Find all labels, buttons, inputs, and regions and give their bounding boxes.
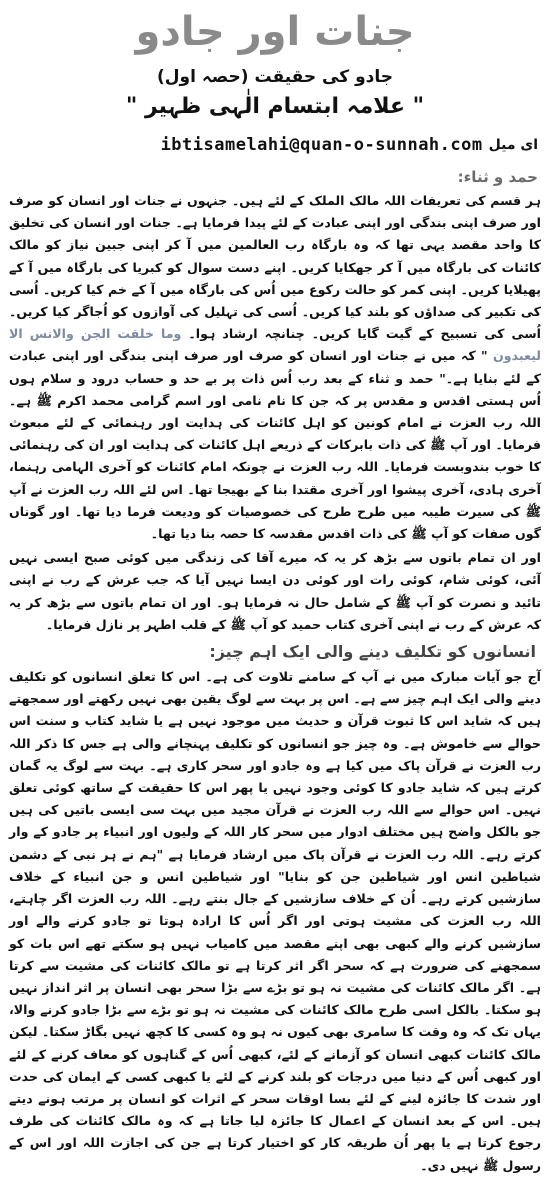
article-page bbox=[0, 6, 550, 1173]
article-subtitle: جادو کی حقیقت (حصہ اول) bbox=[157, 67, 393, 87]
paragraph-magic: آج جو آیات مبارک میں نے آپ کے سامنے تلاوت کی ہے۔ اس کا تعلق انسانوں کو تکلیف دینے والی ایک اہم چیز سے ہے۔ اس پر بہت سے لوگ یقین بھی نہیں رکھتے اور سمجھتے ہیں کہ شاید اس کا ثبوت قرآن و حدیث میں موجود نہیں ہے یا شاید کتاب و سنت اس حوالے سے خاموش ہے۔ وہ چیز جو انسانوں کو تکلیف پہنچانے والی ہے جس کا ذکر اللہ رب العزت نے قرآن پاک میں کیا ہے وہ جادو اور سحر کاری ہے۔ بہت سے لوگ یہ گمان کرتے ہیں کہ شاید جادو کا کوئی وجود نہیں یا پھر اس کا حقیقت کے ساتھ کوئی تعلق نہیں۔ اس حوالے سے اللہ رب العزت نے قرآن مجید میں بہت سی ایسی باتیں کی ہیں جو بالکل واضح ہیں مختلف ادوار میں سحر کار اللہ کے ولیوں اور انبیاء پر جادو کے وار کرتے رہے۔ اللہ رب العزت نے قرآن پاک میں ارشاد فرمایا ہے "ہم نے ہر نبی کے دشمن شیاطین انس اور شیاطین جن کو بنایا" اور شیاطین انس و جن انبیاء کے خلاف سازشیں کرتے رہے۔ اُن کے خلاف سازشیں کے جال بنتے رہے۔ اللہ رب العزت اگر چاہتے، اللہ رب العزت کی مشیت ہوتی اور اگر اُس کا ارادہ ہوتا تو جادو کرنے والے اور سازشیں کرنے والے کبھی بھی اپنے مقصد میں کامیاب نہیں ہو سکتے تھے اس بات کو سمجھنے کی ضرورت ہے کہ سحر اگر اثر کرتا ہے تو مالک کائنات کی مشیت سے کرتا ہے۔ اگر مالک کائنات کی مشیت نہ ہو تو بڑے سے بڑا سحر بھی انسان پر اثر انداز نہیں ہو سکتا۔ بالکل اسی طرح مالک کائنات کی مشیت نہ ہو تو بڑے سے بڑا جادو کرنے والا، یہاں تک کہ وہ وقت کا سامری بھی کیوں نہ ہو وہ کسی کا کچھ نہیں بگاڑ سکتا۔ لیکن مالک کائنات کبھی انسان کو آزمانے کے لئے، کبھی اُس کے گناہوں کو معاف کرنے کے لئے اور کبھی اُس کے دنیا میں درجات کو بلند کرنے کے لئے یا کبھی کسی کے ایمان کی حدت اور شدت کا جائزہ لینے کے لئے بسا اوقات سحر کے اثرات کو انسان پر مرتب ہونے دیتے ہیں۔ اس کے بعد انسان کے اعمال کا جائزہ لیا جاتا ہے کہ وہ مالک کائنات کی طرف رجوع کرتا ہے یا پھر اُن طریقہ کار کو اختیار کرتا ہے جن کی اجازت اللہ اور اس کے رسول ﷺ نہیں دی۔ bbox=[9, 669, 541, 1173]
email-row bbox=[0, 130, 550, 160]
author-name: " علامہ ابتسام الٰہی ظہیر " bbox=[125, 94, 425, 119]
quran-quote: وما خلقت الجن والانس الا لیعبدون bbox=[9, 326, 541, 364]
paragraph-prophet: اور ان تمام باتوں سے بڑھ کر یہ کہ میرے آقا کی زندگی میں کوئی صبح ایسی نہیں آئی، کوئی شام، کوئی رات اور کوئی دن ایسا نہیں آیا کہ جب عرش کے رب نے اپنی تائید و نصرت کو آپ ﷺ کے شامل حال نہ فرمایا ہو۔ اور ان تمام باتوں سے بڑھ کر یہ کہ عرش کے رب نے اپنی آخری کتاب حمید کو آپ ﷺ کے قلب اطہر پر نازل فرمایا۔ bbox=[9, 550, 541, 632]
paragraph-praise bbox=[0, 190, 550, 545]
article-title: جنات اور جادو bbox=[135, 9, 415, 55]
email-address[interactable]: ibtisamelahi@quan-o-sunnah.com bbox=[160, 135, 483, 155]
section-heading-harm: انسانوں کو تکلیف دینے والی ایک اہم چیز: bbox=[209, 642, 536, 662]
email-label: ای میل bbox=[488, 137, 538, 153]
paragraph-praise-continued: " کہ میں نے جنات اور انسان کو صرف اور صرف اپنی بندگی اور اپنی عبادت کے لئے بنایا ہے۔" حمد و ثناء کے بعد رب اُس ذات پر بے حد و حساب درود و سلام ہوں اُس ہستی اقدس و مقدس پر کہ جن کا نام نامی اور اسم گرامی محمد اکرم ﷺ ہے۔ اللہ رب العزت نے امام کونین کو اہل کائنات کی ہدایت اور رہنمائی کے لئے مبعوث فرمایا۔ اور آپ ﷺ کی ذات بابرکات کے ذریعے اہل کائنات کی ہدایت اور ان کی رہنمائی کا خوب بندوبست فرمایا۔ اللہ رب العزت نے چونکہ امام کائنات کو آخری الہامی رہنما، آخری ہادی، آخری پیشوا اور آخری مقتدا بنا کے بھیجا تھا۔ اس لئے اللہ رب العزت نے آپ ﷺ کی سیرت طیبہ میں طرح طرح کی خصوصیات کو ودیعت فرما دیا تھا۔ اور گوناں گوں صفات کو آپ ﷺ کی ذات اقدس مقدسہ کا حصہ بنا دیا تھا۔ bbox=[9, 348, 541, 542]
section-heading-praise: حمد و ثناء: bbox=[457, 168, 538, 186]
paragraph-praise-text: ہر قسم کی تعریفات اللہ مالک الملک کے لئے ہیں۔ جنہوں نے جنات اور انسان کو صرف اور صرف اپنی بندگی اور اپنی عبادت کے لئے پیدا فرمایا ہے۔ جنات اور انسان کی تخلیق کا واحد مقصد یہی تھا کہ وہ بارگاہ رب العالمین میں آ کر اپنی جبین نیاز کو مالک کائنات کی بارگاہ میں آ کر جھکایا کریں۔ اپنے دست سوال کو کبریا کی بارگاہ میں آ کے پھیلایا کریں۔ اپنی کمر کو حالت رکوع میں اُس کی بارگاہ میں آ کے خم کیا کریں۔ اُسی کی تکبیر کی صداؤں کو بلند کیا کریں۔ اُسی کی تہلیل کی آوازوں کو اُجاگر کیا کریں۔ اُسی کی تسبیح کے گیت گایا کریں۔ چنانچہ ارشاد ہوا۔ bbox=[9, 193, 541, 342]
